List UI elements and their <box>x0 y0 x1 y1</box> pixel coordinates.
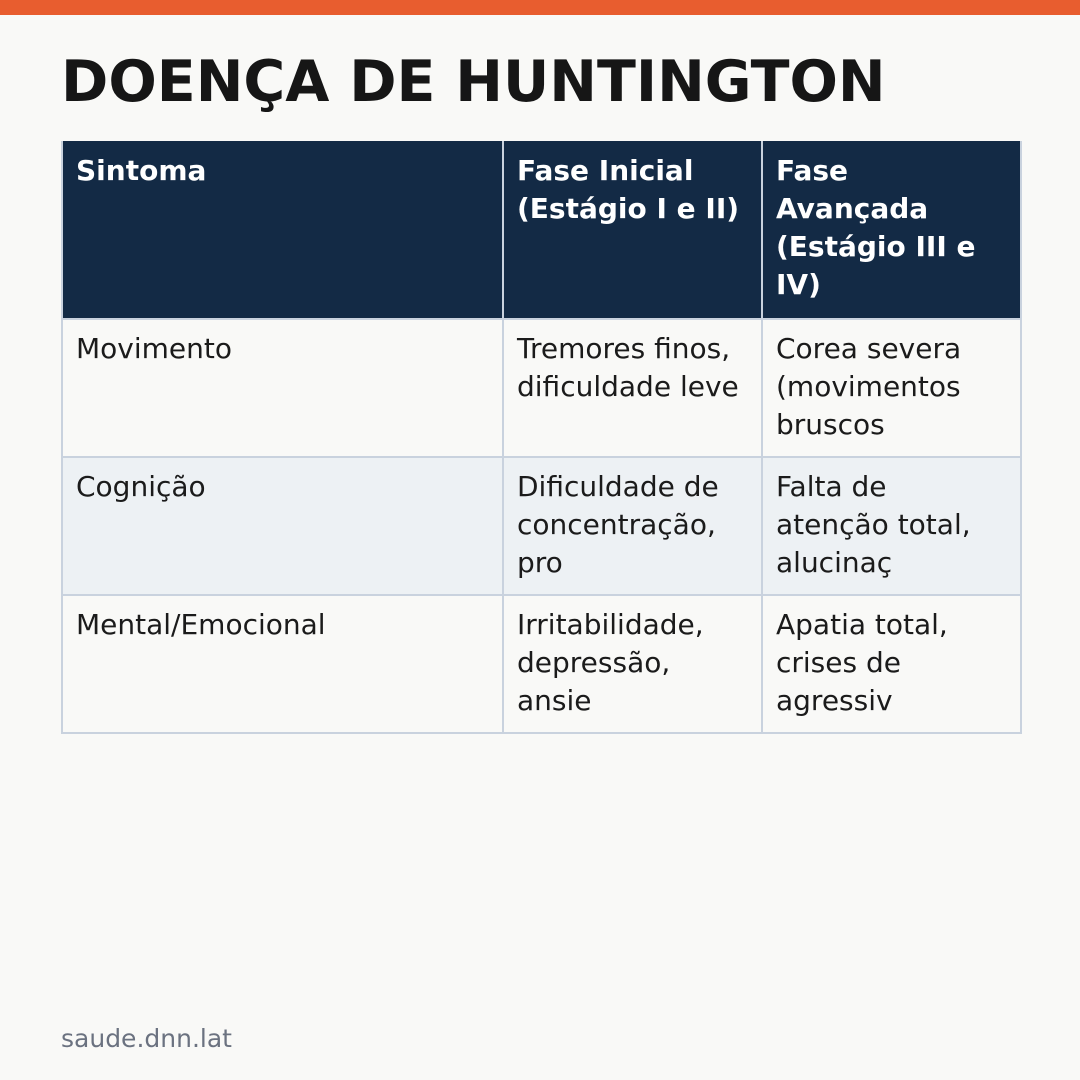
symptoms-table <box>61 141 1022 734</box>
accent-bar <box>0 0 1080 15</box>
cell-symptom: Cognição <box>62 457 503 595</box>
table-row <box>62 319 1021 457</box>
cell-advanced-stage: Corea severa (movimentos bruscos <box>762 319 1021 457</box>
cell-advanced-stage: Apatia total, crises de agressiv <box>762 595 1021 733</box>
header-early-stage: Fase Inicial (Estágio I e II) <box>503 141 762 319</box>
table-row <box>62 457 1021 595</box>
cell-symptom: Mental/Emocional <box>62 595 503 733</box>
page-title: DOENÇA DE HUNTINGTON <box>61 49 886 115</box>
cell-symptom: Movimento <box>62 319 503 457</box>
cell-early-stage: Tremores finos, dificuldade leve <box>503 319 762 457</box>
source-footer: saude.dnn.lat <box>61 1024 232 1053</box>
cell-early-stage: Dificuldade de concentração, pro <box>503 457 762 595</box>
table-row <box>62 595 1021 733</box>
cell-early-stage: Irritabilidade, depressão, ansie <box>503 595 762 733</box>
header-symptom: Sintoma <box>62 141 503 319</box>
header-advanced-stage: Fase Avançada (Estágio III e IV) <box>762 141 1021 319</box>
table-header-row <box>62 141 1021 319</box>
cell-advanced-stage: Falta de atenção total, alucinaç <box>762 457 1021 595</box>
